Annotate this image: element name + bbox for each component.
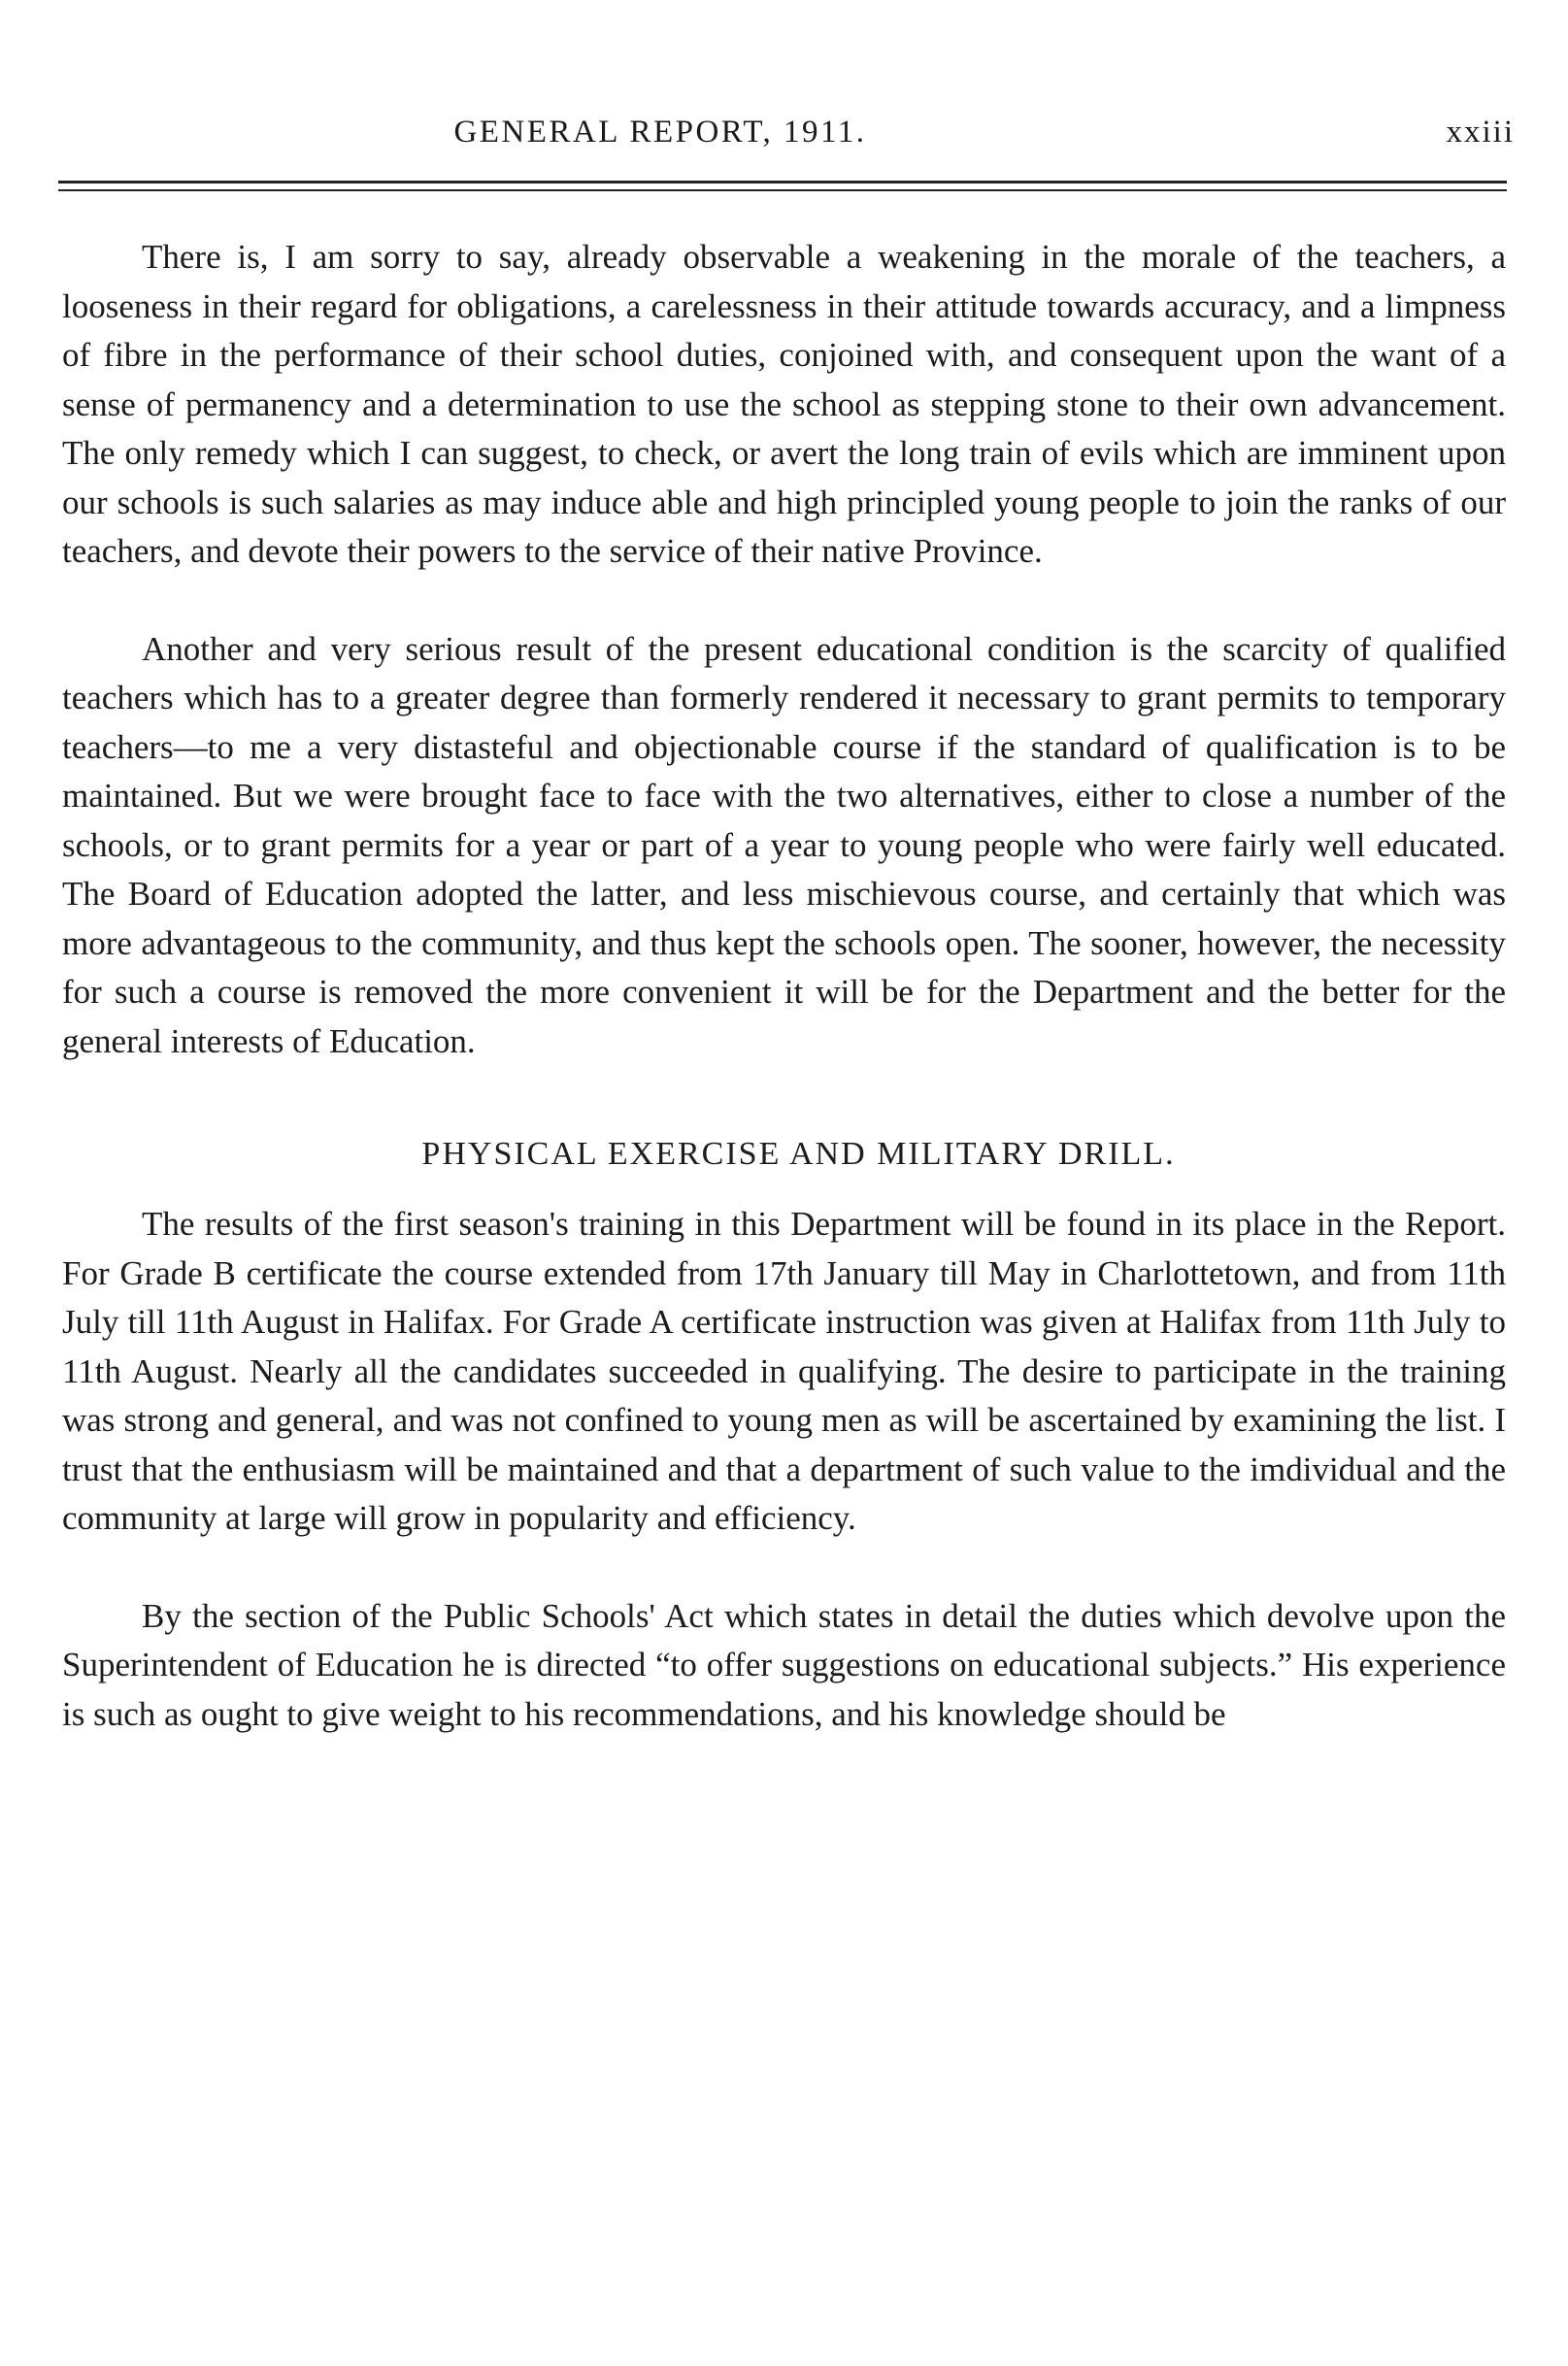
section-spacer	[62, 1066, 1506, 1130]
body-text	[62, 233, 1506, 1739]
header-rule-bottom	[58, 189, 1507, 191]
paragraph-training-results: The results of the first season's training in this Department will be found in its place in the Report. For Grade B certificate the course extended from 17th January till May in Charlottetown, and from 11th July till 11th August in Halifax. For Grade A certificate instruction was given at Halifax from 11th July to 11th August. Nearly all the candidates succeeded in qualifying. The desire to participate in the training was strong and general, and was not confined to young men as will be ascertained by examining the list. I trust that the enthusiasm will be maintained and that a department of such value to the imdividual and the community at large will grow in popularity and efficiency.	[62, 1205, 1506, 1537]
paragraph-spacer	[62, 1544, 1506, 1592]
page-number: xxiii	[1446, 115, 1515, 150]
running-head	[58, 109, 1515, 159]
running-title: GENERAL REPORT, 1911.	[453, 115, 867, 150]
paragraph-public-schools-act: By the section of the Public Schools' Act which states in detail the duties which devolve upon the Superintendent of Education he is directed “to offer suggestions on educational subjects.” His experience is such as ought to give weight to his recommendations, and his knowledge should be	[62, 1596, 1506, 1733]
paragraph-teacher-morale: There is, I am sorry to say, already observable a weakening in the morale of the teachers, a looseness in their regard for obligations, a carelessness in their attitude towards accuracy, and a limpness of fibre in the performance of their school duties, conjoined with, and consequent upon the want of a sense of permanency and a determination to use the school as stepping stone to their own advancement. The only remedy which I can suggest, to check, or avert the long train of evils which are imminent upon our schools is such salaries as may induce able and high principled young people to join the ranks of our teachers, and devote their powers to the service of their native Province.	[62, 238, 1506, 570]
paragraph-teacher-scarcity: Another and very serious result of the present educational condition is the scarcity of qualified teachers which has to a greater degree than formerly rendered it necessary to grant permits to temporary teachers—to me a very distasteful and objectionable course if the standard of qualification is to be maintained. But we were brought face to face with the two alternatives, either to close a number of the schools, or to grant permits for a year or part of a year to young people who were fairly well educated. The Board of Education adopted the latter, and less mischievous course, and certainly that which was more advantageous to the community, and thus kept the schools open. The sooner, however, the necessity for such a course is removed the more convenient it will be for the Department and the better for the general interests of Education.	[62, 629, 1506, 1060]
paragraph-spacer	[62, 577, 1506, 625]
heading-spacer	[62, 1179, 1506, 1200]
header-rule-top	[58, 181, 1507, 183]
section-heading: PHYSICAL EXERCISE AND MILITARY DRILL.	[421, 1136, 1176, 1172]
